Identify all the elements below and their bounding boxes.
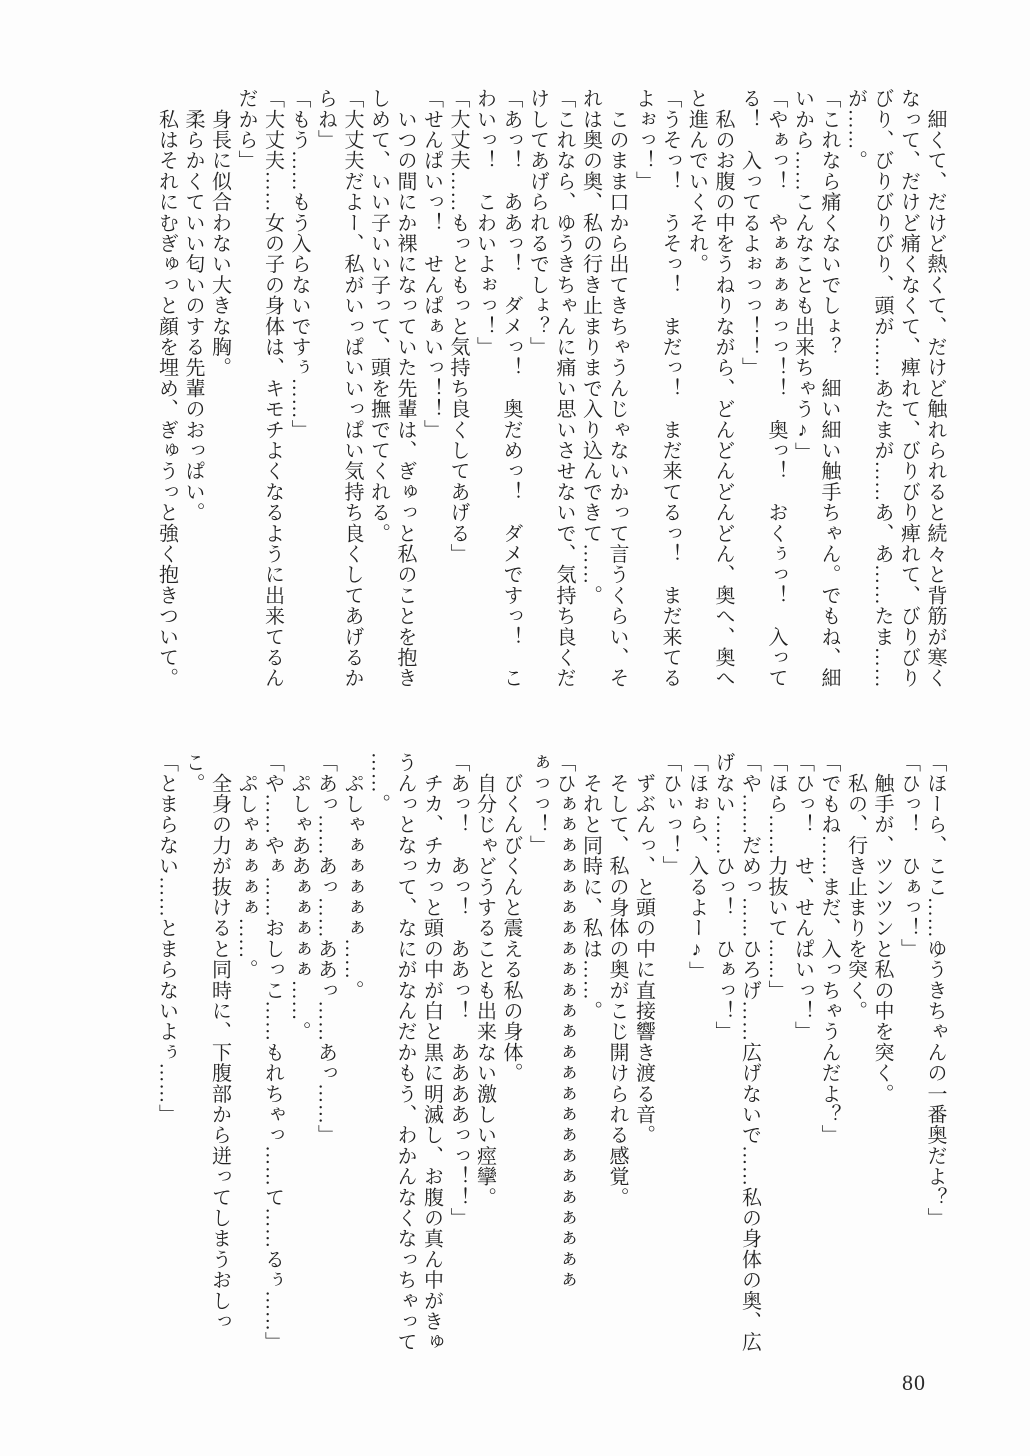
text-line: 柔らかくていい匂いのする先輩のおっぱい。: [182, 88, 204, 523]
text-line: 「あっ！ ああっ！ ダメっ！ 奥だめっ！ ダメですっ！ こ: [500, 88, 522, 689]
text-line: 「やぁっ！ やぁぁぁぁっっ！！ 奥っ！ おくぅっ！ 入って: [765, 88, 787, 689]
text-line: 「せんぱいっ！ せんぱぁいっ！！」: [420, 88, 443, 440]
text-line: げない……ひっ！ ひぁっ！」: [712, 752, 734, 1042]
text-line: 細くて、だけど熱くて、だけど触れられると続々と背筋が寒く: [924, 88, 946, 689]
text-line: いつの間にか裸になっていた先輩は、ぎゅっと私のことを抱き: [394, 88, 416, 689]
text-line: 「うそっ！ うそっ！ まだっ！ まだ来てるっ！ まだ来てる: [659, 88, 681, 689]
text-line: 身長に似合わない大きな胸。: [208, 88, 231, 378]
text-line: 「あっ！ あっ！ ああっ！ ああああっっ！！」: [447, 752, 469, 1229]
text-line: 「大丈夫だよー、私がいっぱいいっぱい気持ち良くしてあげるか: [341, 88, 363, 689]
text-line: チカ、チカっと頭の中が白と黒に明滅し、お腹の真ん中がきゅ: [420, 752, 443, 1353]
text-line: る！ 入ってるよぉっっ！！」: [738, 88, 761, 378]
text-line: 「とまらない……とまらないよぅ……」: [155, 752, 178, 1125]
text-line: 「ほぉら、入るよー♪」: [685, 752, 708, 982]
text-line: そして、私の身体の奥がこじ開けられる感覚。: [606, 752, 628, 1208]
text-line: 「もう……もう入らないですぅ……」: [288, 88, 310, 440]
top-text-block: [153, 88, 948, 720]
text-line: よぉっ！」: [632, 88, 655, 192]
text-line: 自分じゃどうすることも出来ない激しい痙攣。: [473, 752, 496, 1208]
text-line: ぷしゃぁぁぁぁ……。: [235, 752, 257, 980]
text-line: だから」: [235, 88, 257, 171]
text-line: なって、だけど痛くなくて、痺れて、びりびり痺れて、びりびり: [897, 88, 920, 689]
text-line: 全身の力が抜けると同時に、下腹部から迸ってしまうおしっ: [208, 752, 231, 1332]
text-line: ぁっっ！」: [526, 752, 549, 856]
text-line: こ。: [182, 752, 204, 794]
text-line: 「大丈夫……女の子の身体は、キモチよくなるように出来てるん: [261, 88, 284, 689]
text-line: れは奥の奥、私の行き止まりまで入り込んできて……。: [579, 88, 602, 606]
text-line: ……。: [367, 752, 390, 815]
text-line: 「ひっ！ せ、せんぱいっ！」: [791, 752, 814, 1042]
text-line: いから……こんなことも出来ちゃう♪」: [791, 88, 814, 463]
text-line: 私のお腹の中をうねりながら、どんどんどんどん、奥へ、奥へ: [712, 88, 734, 689]
text-line: らね」: [314, 88, 337, 151]
text-line: ぷしゃああぁぁぁぁぁ……。: [288, 752, 310, 1042]
text-line: 「ほら……力抜いて……」: [765, 752, 787, 1001]
text-line: 「大丈夫……もっともっと気持ち良くしてあげる」: [447, 88, 469, 565]
text-line: 触手が、ツンツンと私の中を突く。: [871, 752, 893, 1104]
text-line: 私はそれにむぎゅっと顔を埋め、ぎゅうっと強く抱きついて。: [155, 88, 178, 689]
text-line: 「ひぃっ！」: [659, 752, 681, 877]
text-line: が……。: [844, 88, 867, 171]
text-line: 「これなら痛くないでしょ？ 細い細い触手ちゃん。でもね、細: [818, 88, 840, 689]
text-line: ぷしゃぁぁぁぁぁ……。: [341, 752, 363, 1001]
text-line: 「や……やぁ……おしっこ……もれちゃっ……て……るぅ……」: [261, 752, 284, 1353]
text-line: びり、びりびりびり、頭が……あたまが……あ、あ……たま……: [871, 88, 893, 689]
text-line: 「ひっ！ ひぁっ！」: [897, 752, 920, 959]
text-line: びくんびくんと震える私の身体。: [500, 752, 522, 1084]
text-line: このまま口から出てきちゃうんじゃないかって言うくらい、そ: [606, 88, 628, 689]
text-line: と進んでいくそれ。: [685, 88, 708, 275]
bottom-text-block: [153, 752, 948, 1412]
text-line: 「でもね……まだ、入っちゃうんだよ？」: [818, 752, 840, 1146]
text-line: しめて、いい子いい子って、頭を撫でてくれる。: [367, 88, 390, 544]
page-number: 80: [902, 1370, 926, 1395]
text-line: わいっ！ こわいよぉっ！」: [473, 88, 496, 358]
text-line: 「や……だめっ……ひろげ……広げないで……私の身体の奥、広: [738, 752, 761, 1353]
text-line: けしてあげられるでしょ？」: [526, 88, 549, 358]
text-line: うんっとなって、なにがなんだかもう、わかんなくなっちゃって: [394, 752, 416, 1353]
text-line: 「ひぁぁぁぁぁぁぁぁぁぁぁぁぁぁぁぁぁぁぁぁぁぁぁぁ: [553, 752, 575, 1291]
text-line: 私の、行き止まりを突く。: [844, 752, 867, 1022]
text-line: 「これなら、ゆうきちゃんに痛い思いさせないで、気持ち良くだ: [553, 88, 575, 689]
text-line: ずぶんっ、と頭の中に直接響き渡る音。: [632, 752, 655, 1146]
text-line: それと同時に、私は……。: [579, 752, 602, 1022]
text-line: 「あっ……あっ……ああっ……あっ……」: [314, 752, 337, 1146]
text-line: 「ほーら、ここ……ゆうきちゃんの一番奥だよ？」: [924, 752, 946, 1229]
